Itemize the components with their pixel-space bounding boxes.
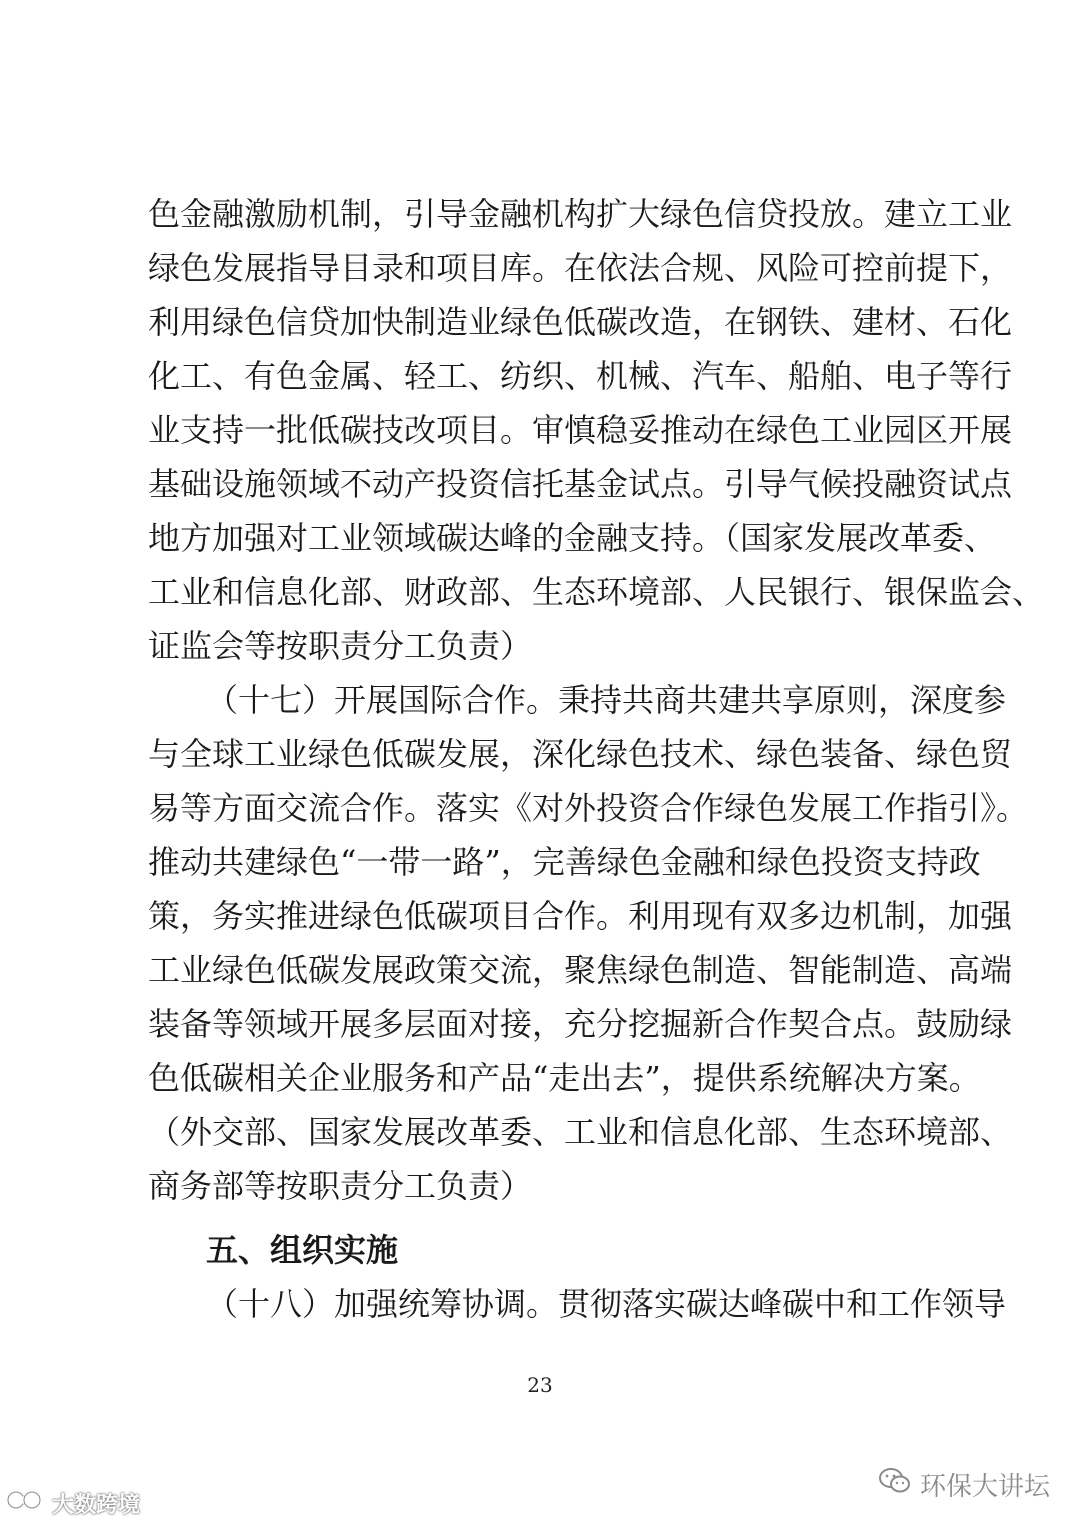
text-line: 易等方面交流合作。落实《对外投资合作绿色发展工作指引》。 (148, 789, 1029, 827)
text-line: 策，务实推进绿色低碳项目合作。利用现有双多边机制，加强 (148, 897, 1013, 935)
text-line: 业支持一批低碳技改项目。审慎稳妥推动在绿色工业园区开展 (148, 411, 1013, 449)
watermark-left-text: 大数跨境 (52, 1492, 141, 1518)
section-heading: 五、组织实施 (206, 1231, 399, 1269)
text-line: 基础设施领域不动产投资信托基金试点。引导气候投融资试点 (148, 465, 1013, 503)
text-line: 推动共建绿色“一带一路”，完善绿色金融和绿色投资支持政 (148, 843, 981, 881)
text-line: 色低碳相关企业服务和产品“走出去”，提供系统解决方案。 (148, 1059, 981, 1097)
text-line: 装备等领域开展多层面对接，充分挖掘新合作契合点。鼓励绿 (148, 1005, 1013, 1043)
text-line: 化工、有色金属、轻工、纺织、机械、汽车、船舶、电子等行 (148, 357, 1013, 395)
text-line: 工业绿色低碳发展政策交流，聚焦绿色制造、智能制造、高端 (148, 951, 1013, 989)
paragraph-first-line: （十八）加强统筹协调。贯彻落实碳达峰碳中和工作领导 (206, 1285, 1007, 1323)
text-line: （外交部、国家发展改革委、工业和信息化部、生态环境部、 (148, 1113, 1013, 1151)
watermark-left (6, 1488, 140, 1518)
text-line: 色金融激励机制，引导金融机构扩大绿色信贷投放。建立工业 (148, 195, 1013, 233)
text-line: 绿色发展指导目录和项目库。在依法合规、风险可控前提下， (148, 249, 1013, 287)
text-line: 证监会等按职责分工负责） (148, 627, 533, 665)
text-line: 与全球工业绿色低碳发展，深化绿色技术、绿色装备、绿色贸 (148, 735, 1013, 773)
watermark-right-text: 环保大讲坛 (919, 1471, 1050, 1502)
text-line: 商务部等按职责分工负责） (148, 1167, 533, 1205)
text-line: 地方加强对工业领域碳达峰的金融支持。（国家发展改革委、 (148, 519, 997, 557)
wechat-icon (878, 1466, 912, 1503)
page-number: 23 (527, 1373, 553, 1397)
paragraph-first-line: （十七）开展国际合作。秉持共商共建共享原则，深度参 (206, 681, 1007, 719)
text-line: 利用绿色信贷加快制造业绿色低碳改造，在钢铁、建材、石化 (148, 303, 1013, 341)
watermark-right (878, 1466, 1050, 1502)
logo-icon (6, 1488, 46, 1518)
text-line: 工业和信息化部、财政部、生态环境部、人民银行、银保监会、 (148, 573, 1045, 611)
